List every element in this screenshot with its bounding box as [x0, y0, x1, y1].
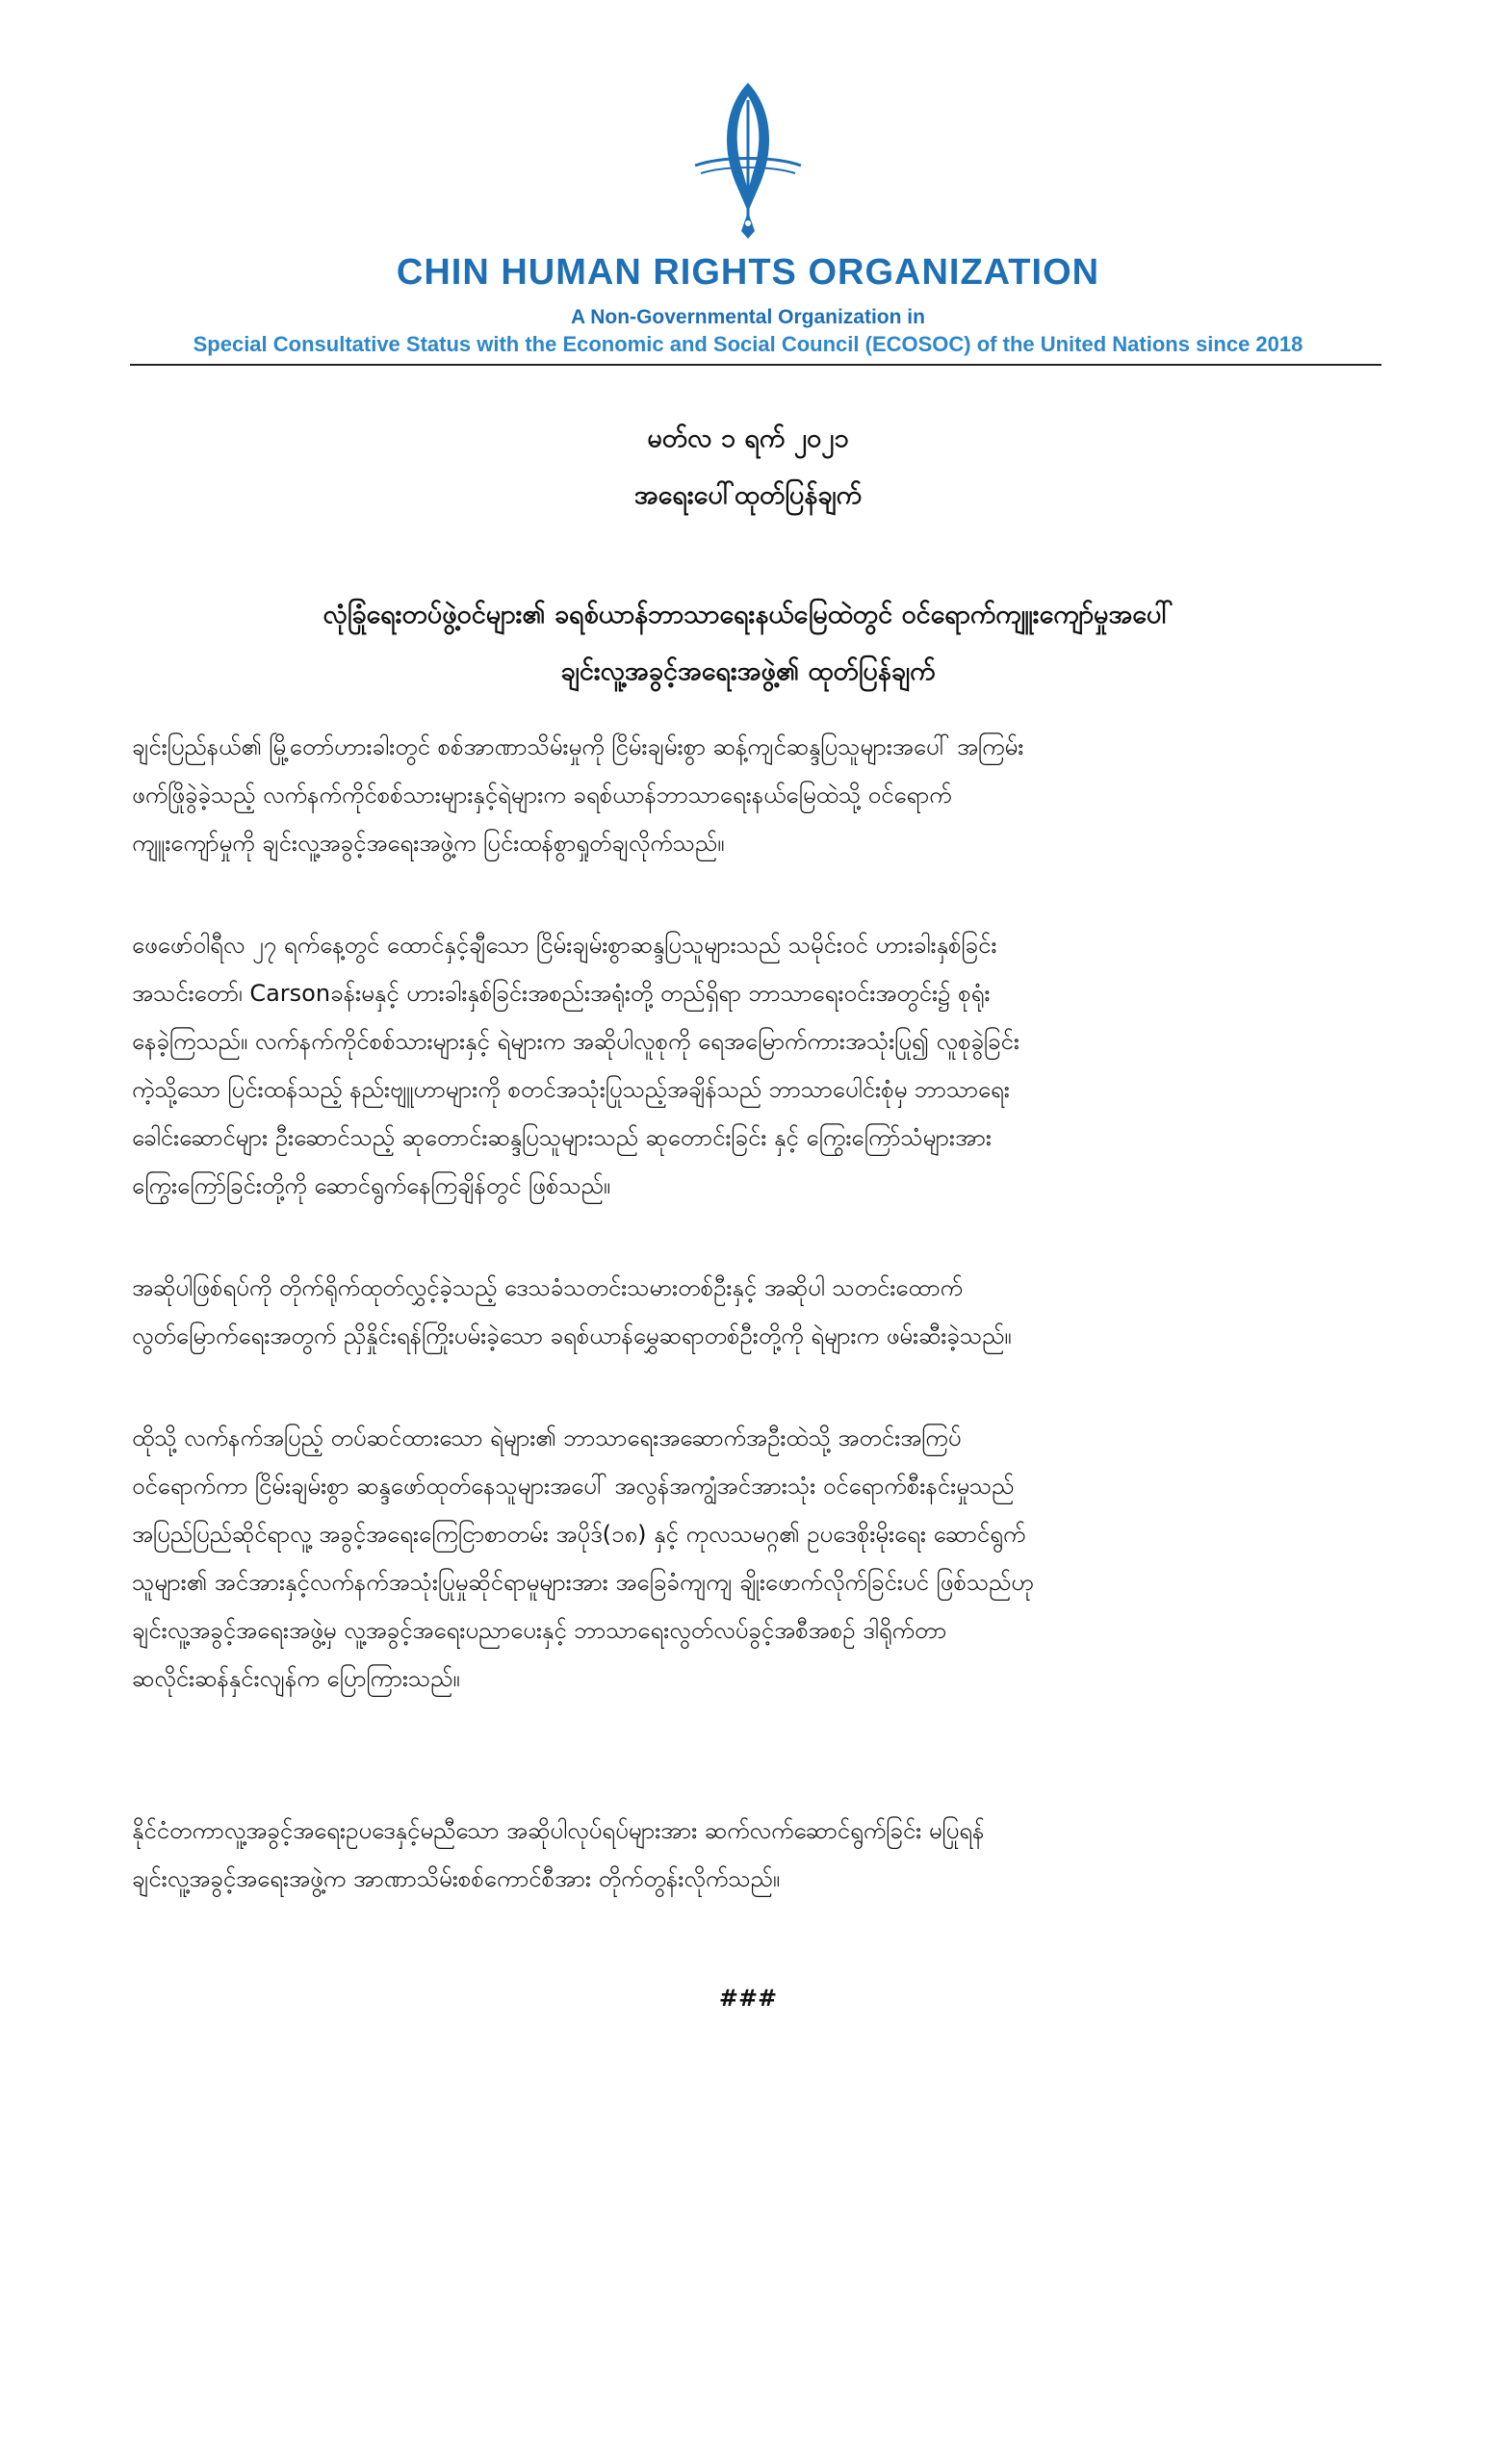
paragraph-line: အသင်းတော်၊ Carsonခန်းမနှင့် ဟားခါးနှစ်ခြင်းအစည်းအရုံးတို့ တည်ရှိရာ ဘာသာရေးဝင်းအတွင်း၌ စုရုံး	[132, 980, 991, 1007]
paragraph-line: နိုင်ငံတကာလူ့အခွင့်အရေးဥပဒေနှင့်မညီသော အဆိုပါလုပ်ရပ်များအား ဆက်လက်ဆောင်ရွက်ခြင်း မပြုရန်	[132, 1817, 985, 1844]
paragraph-line: ဖက်ဖြိုခွဲခဲ့သည့် လက်နက်ကိုင်စစ်သားများနှင့်ရဲများက ခရစ်ယာန်ဘာသာရေးနယ်မြေထဲသို့ ဝင်ရောက်	[132, 782, 952, 808]
body-paragraph-5	[132, 1807, 1374, 1903]
organization-name: CHIN HUMAN RIGHTS ORGANIZATION	[396, 252, 1100, 293]
body-paragraph-3	[132, 1264, 1374, 1360]
header-divider	[130, 364, 1381, 366]
feather-pen-logo-icon	[693, 77, 803, 241]
release-label: အရေးပေါ်ထုတ်ပြန်ချက်	[633, 480, 863, 510]
release-title-line-2: ချင်းလူ့အခွင့်အရေးအဖွဲ့၏ ထုတ်ပြန်ချက်	[560, 656, 936, 686]
paragraph-line: သူများ၏ အင်အားနှင့်လက်နက်အသုံးပြုမှုဆိုင်ရာမူများအား အခြေခံကျကျ ချိုးဖောက်လိုက်ခြင်းပင် ဖြစ်သည်ဟု	[132, 1569, 1034, 1596]
paragraph-line: ကျူးကျော်မှုကို ချင်းလူ့အခွင့်အရေးအဖွဲ့က ပြင်းထန်စွာရှုတ်ချလိုက်သည်။	[132, 830, 725, 857]
paragraph-line: ခေါင်းဆောင်များ ဦးဆောင်သည့် ဆုတောင်းဆန္ဒပြသူများသည် ဆုတောင်းခြင်း နှင့် ကြွေးကြော်သံများအား	[132, 1124, 992, 1151]
body-paragraph-2	[132, 921, 1374, 1210]
paragraph-line: ချင်းလူ့အခွင့်အရေးအဖွဲ့မှ လူ့အခွင့်အရေးပညာပေးနှင့် ဘာသာရေးလွတ်လပ်ခွင့်အစီအစဉ် ဒါရိုက်တာ	[132, 1617, 947, 1644]
paragraph-line: ဖေဖော်ဝါရီလ ၂၇ ရက်နေ့တွင် ထောင်နှင့်ချီသော ငြိမ်းချမ်းစွာဆန္ဒပြသူများသည် သမိုင်းဝင် ဟားခါးနှစ်ခြင်း	[132, 932, 997, 959]
paragraph-line: ကဲ့သို့သော ပြင်းထန်သည့် နည်းဗျူဟာများကို စတင်အသုံးပြုသည့်အချိန်သည် ဘာသာပေါင်းစုံမှ ဘာသာရေး	[132, 1076, 1010, 1103]
paragraph-line: ချင်းပြည်နယ်၏ မြို့တော်ဟားခါးတွင် စစ်အာဏာသိမ်းမှုကို ငြိမ်းချမ်းစွာ ဆန့်ကျင်ဆန္ဒပြသူများအပေါ် အကြမ်း	[132, 733, 1024, 760]
paragraph-line: ဆလိုင်းဆန်နှင်းလျန်က ပြောကြားသည်။	[132, 1665, 460, 1692]
organization-status: Special Consultative Status with the Economic and Social Council (ECOSOC) of the United Nations since 2018	[193, 332, 1303, 356]
body-paragraph-1	[132, 723, 1374, 867]
organization-type: A Non-Governmental Organization in	[571, 306, 925, 328]
paragraph-line: ဝင်ရောက်ကာ ငြိမ်းချမ်းစွာ ဆန္ဒဖော်ထုတ်နေသူများအပေါ် အလွန်အကျွံအင်အားသုံး ဝင်ရောက်စီးနင်းမှုသည်	[132, 1473, 1015, 1500]
release-title-line-1: လုံခြုံရေးတပ်ဖွဲ့ဝင်များ၏ ခရစ်ယာန်ဘာသာရေးနယ်မြေထဲတွင် ဝင်ရောက်ကျူးကျော်မှုအပေါ်	[322, 600, 1174, 629]
release-date: မတ်လ ၁ ရက် ၂၀၂၁	[647, 424, 849, 453]
paragraph-line: လွတ်မြောက်ရေးအတွက် ညှိနှိုင်းရန်ကြိုးပမ်းခဲ့သော ခရစ်ယာန်မွှေဆရာတစ်ဦးတို့ကို ရဲများက ဖမ်းဆီးခဲ့သည်။	[132, 1322, 1012, 1349]
body-paragraph-4	[132, 1414, 1374, 1703]
paragraph-line: နေခဲ့ကြသည်။ လက်နက်ကိုင်စစ်သားများနှင့် ရဲများက အဆိုပါလူစုကို ရေအမြောက်ကားအသုံးပြု၍ လူစုခွဲခြင်း	[132, 1028, 1019, 1055]
paragraph-line: ကြွေးကြော်ခြင်းတို့ကို ဆောင်ရွက်နေကြချိန်တွင် ဖြစ်သည်။	[132, 1172, 611, 1199]
paragraph-line: ချင်းလူ့အခွင့်အရေးအဖွဲ့က အာဏာသိမ်းစစ်ကောင်စီအား တိုက်တွန်းလိုက်သည်။	[132, 1865, 781, 1892]
paragraph-line: ထိုသို့ လက်နက်အပြည့် တပ်ဆင်ထားသော ရဲများ၏ ဘာသာရေးအဆောက်အဦးထဲသို့ အတင်းအကြပ်	[132, 1424, 962, 1451]
end-mark: ###	[718, 1985, 778, 2012]
paragraph-line: အဆိုပါဖြစ်ရပ်ကို တိုက်ရိုက်ထုတ်လွှင့်ခဲ့သည့် ဒေသခံသတင်းသမားတစ်ဦးနှင့် အဆိုပါ သတင်းထောက်	[132, 1274, 963, 1301]
paragraph-line: အပြည်ပြည်ဆိုင်ရာလူ့ အခွင့်အရေးကြေငြာစာတမ်း အပိုဒ်(၁၈) နှင့် ကုလသမဂ္ဂ၏ ဥပဒေစိုးမိုးရေး ဆောင်ရွက်	[132, 1521, 1026, 1548]
